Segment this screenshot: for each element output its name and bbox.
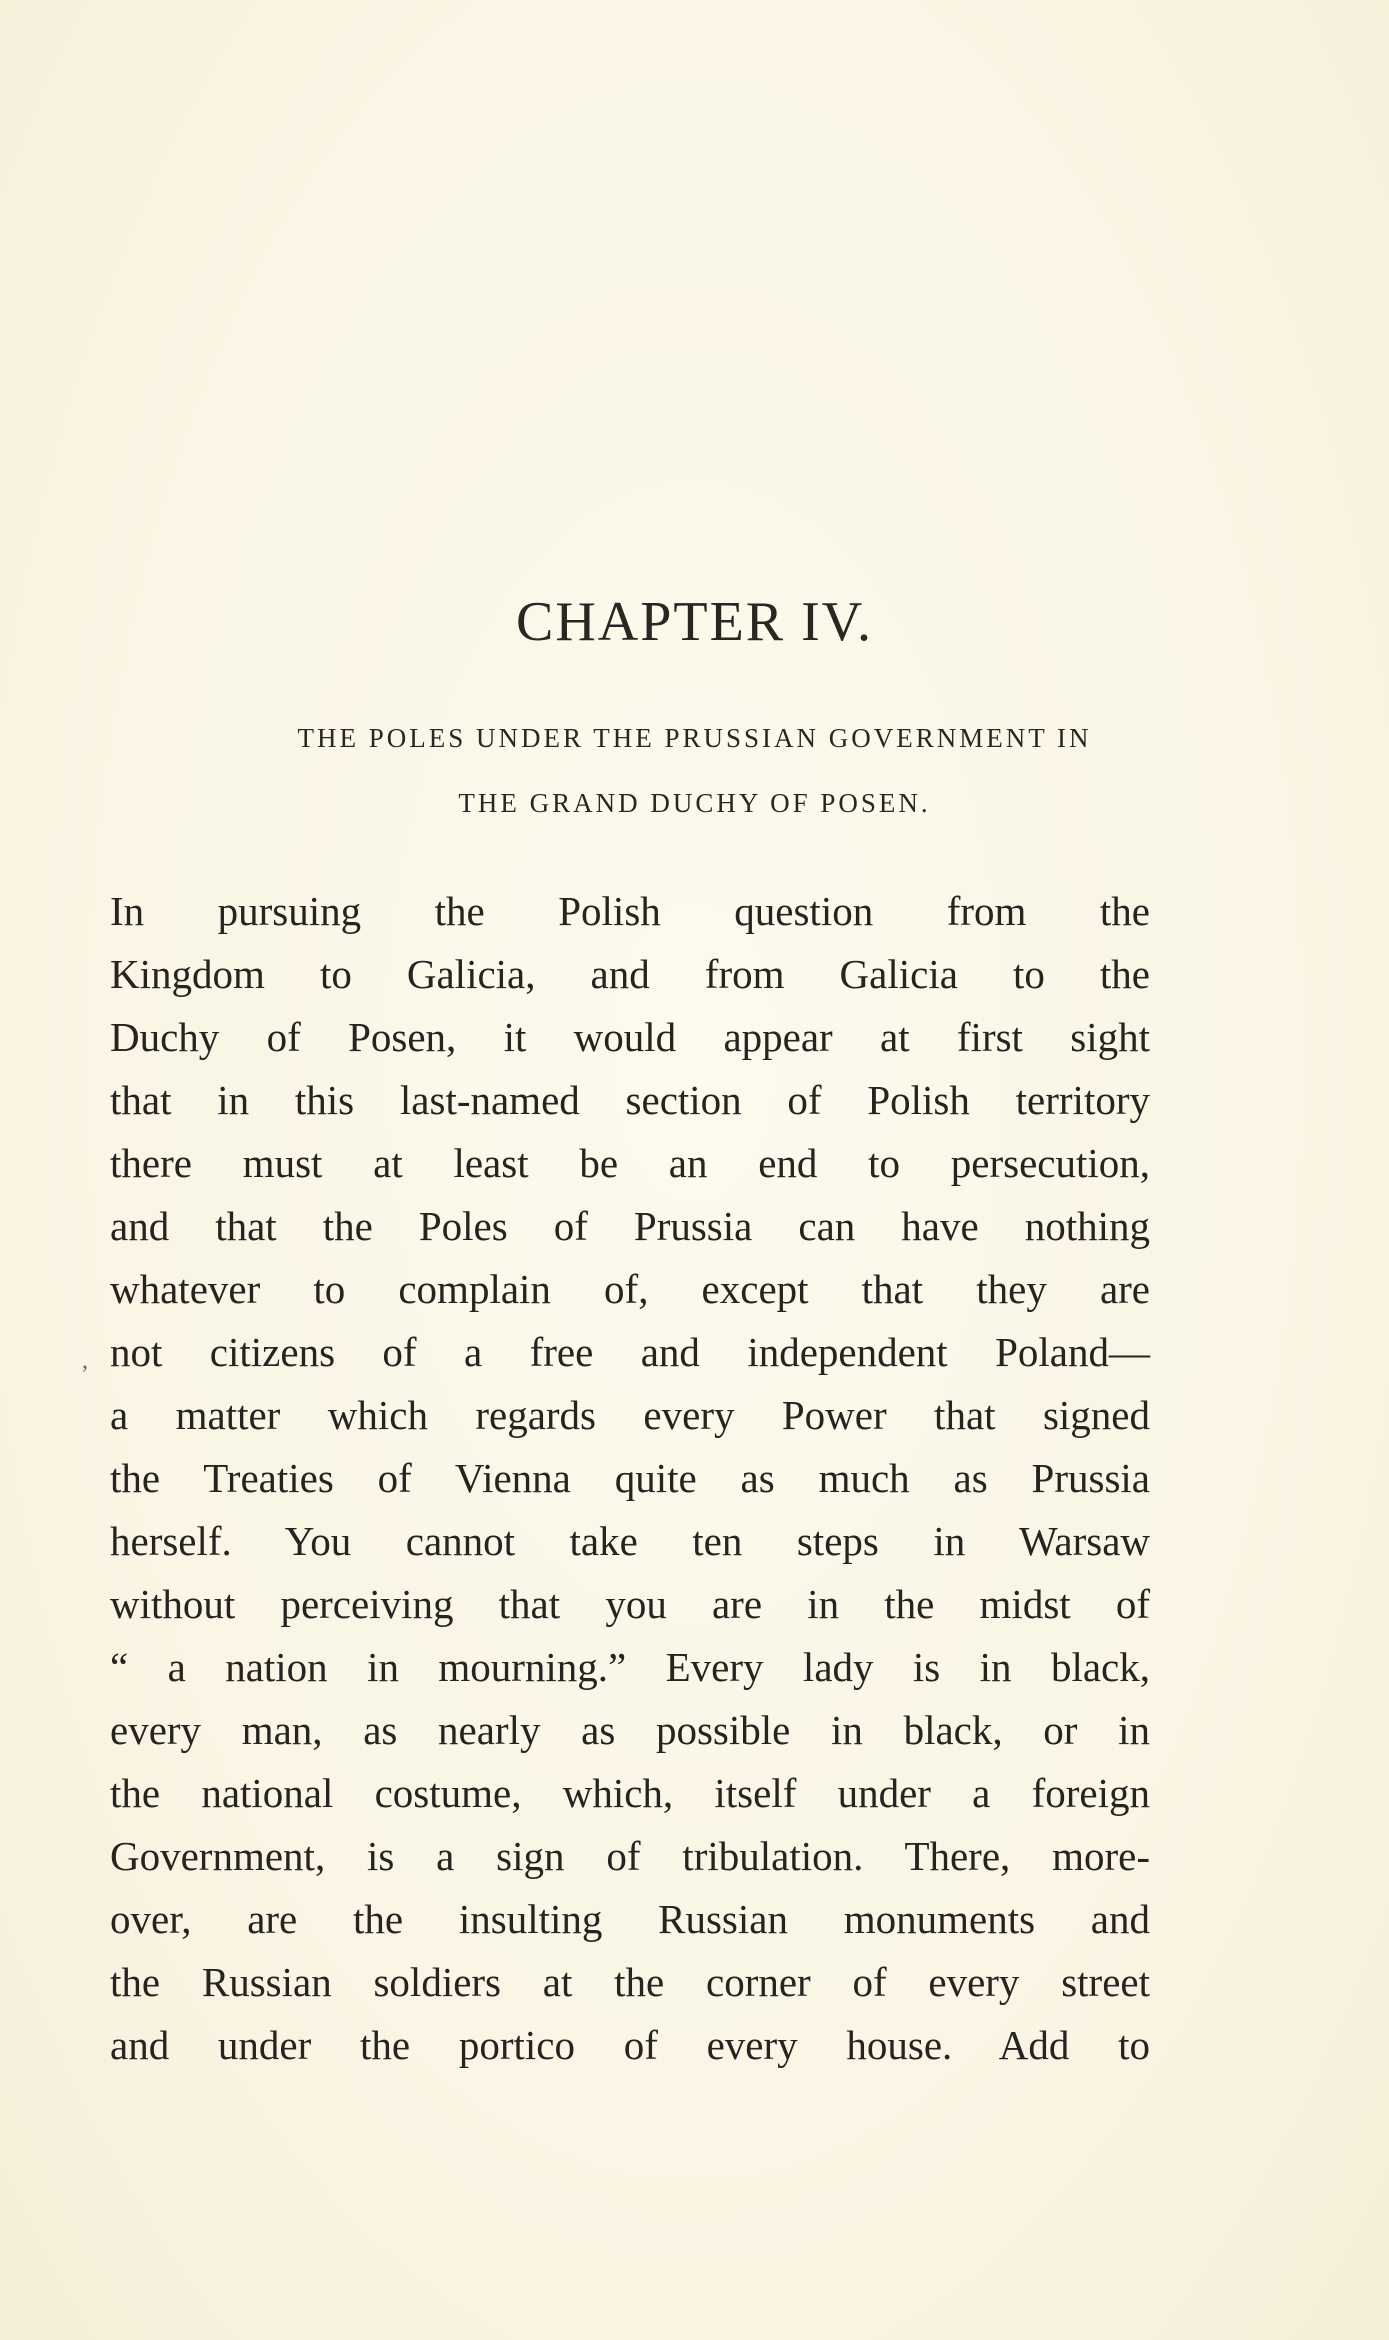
text-line: without perceiving that you are in the midst of <box>110 1581 1150 1627</box>
text-line: whatever to complain of, except that they are <box>110 1266 1150 1312</box>
text-line: Duchy of Posen, it would appear at first sight <box>110 1014 1150 1060</box>
text-line: and that the Poles of Prussia can have nothing <box>110 1203 1150 1249</box>
text-line: over, are the insulting Russian monuments and <box>110 1896 1150 1942</box>
text-line: and under the portico of every house. Add to <box>110 2022 1150 2068</box>
text-line: the Russian soldiers at the corner of every street <box>110 1959 1150 2005</box>
text-line: there must at least be an end to persecution, <box>110 1140 1150 1186</box>
text-line: “ a nation in mourning.” Every lady is in black, <box>110 1644 1150 1690</box>
text-line: Kingdom to Galicia, and from Galicia to the <box>110 951 1150 997</box>
margin-mark: , <box>82 1348 88 1374</box>
chapter-subtitle-line-1: THE POLES UNDER THE PRUSSIAN GOVERNMENT IN <box>297 723 1092 753</box>
text-line: a matter which regards every Power that signed <box>110 1392 1150 1438</box>
text-line: herself. You cannot take ten steps in Warsaw <box>110 1518 1150 1564</box>
text-line: Government, is a sign of tribulation. There, more- <box>110 1833 1150 1879</box>
chapter-subtitle-line-2: THE GRAND DUCHY OF POSEN. <box>458 788 931 818</box>
text-line: In pursuing the Polish question from the <box>110 888 1150 934</box>
text-line: not citizens of a free and independent Poland— <box>110 1329 1150 1375</box>
text-line: the Treaties of Vienna quite as much as Prussia <box>110 1455 1150 1501</box>
text-line: that in this last-named section of Polish territory <box>110 1077 1150 1123</box>
text-line: the national costume, which, itself under a foreign <box>110 1770 1150 1816</box>
text-line: every man, as nearly as possible in black, or in <box>110 1707 1150 1753</box>
chapter-title: CHAPTER IV. <box>515 591 873 653</box>
body-paragraph <box>110 880 1150 2077</box>
